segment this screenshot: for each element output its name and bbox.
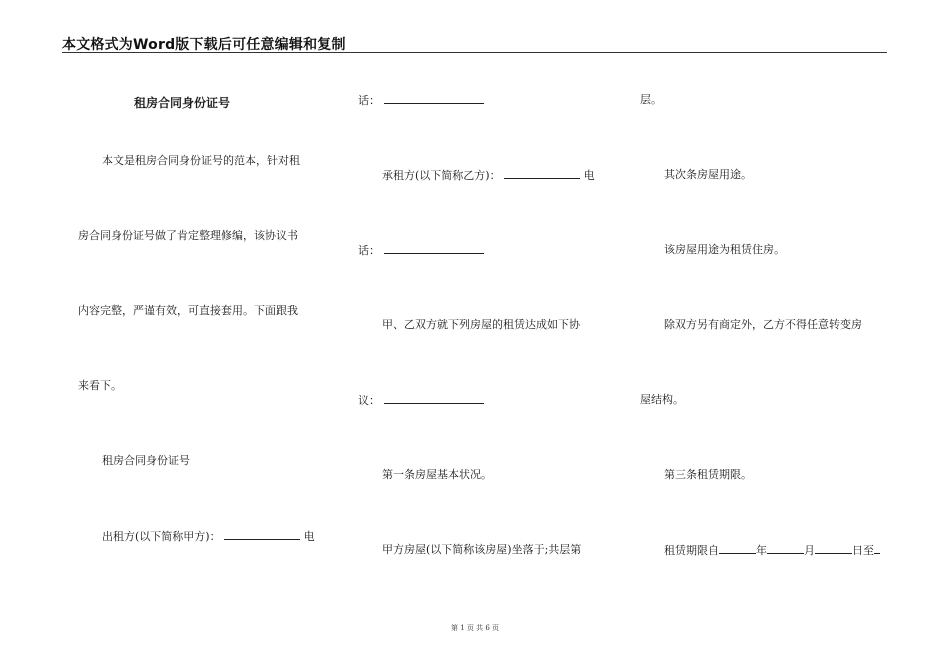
lessee-line xyxy=(382,168,595,183)
phone-label: 话： xyxy=(358,244,380,257)
header-divider xyxy=(62,52,887,53)
month-blank xyxy=(767,543,804,554)
end-blank xyxy=(874,543,880,554)
lessor-line xyxy=(102,529,315,544)
col3-paragraph-line: 屋结构。 xyxy=(640,393,684,406)
lessor-blank xyxy=(224,529,300,540)
phone-line-2 xyxy=(358,243,484,258)
article-1-heading: 第一条房屋基本状况。 xyxy=(382,468,492,481)
col2-paragraph-line: 甲方房屋(以下简称该房屋)坐落于;共层第 xyxy=(382,543,582,556)
lessor-label: 出租方(以下简称甲方)： xyxy=(102,530,221,543)
lessee-label: 承租方(以下简称乙方)： xyxy=(382,169,501,182)
col1-subtitle: 租房合同身份证号 xyxy=(102,454,190,467)
phone-blank xyxy=(384,243,484,254)
col1-paragraph-line: 来看下。 xyxy=(78,379,122,392)
year-blank xyxy=(719,543,756,554)
phone-label: 话： xyxy=(358,94,380,107)
col3-paragraph-line: 该房屋用途为租赁住房。 xyxy=(664,243,785,256)
year-label: 年 xyxy=(756,544,767,557)
lease-term-label: 租赁期限自 xyxy=(664,544,719,557)
article-2-heading: 其次条房屋用途。 xyxy=(664,168,752,181)
document-title: 租房合同身份证号 xyxy=(134,96,231,110)
lessor-tail: 电 xyxy=(303,530,315,543)
page-footer: 第 1 页 共 6 页 xyxy=(450,624,500,632)
document-header: 本文格式为Word版下载后可任意编辑和复制 xyxy=(62,37,346,53)
phone-line-1 xyxy=(358,93,484,108)
col1-paragraph-line: 内容完整，严谨有效，可直接套用。下面跟我 xyxy=(78,304,298,317)
col1-paragraph-line: 本文是租房合同身份证号的范本，针对租 xyxy=(102,154,300,167)
col3-paragraph-line: 层。 xyxy=(640,93,662,106)
col3-paragraph-line: 除双方另有商定外，乙方不得任意转变房 xyxy=(664,318,862,331)
agreement-blank xyxy=(384,393,484,404)
article-3-heading: 第三条租赁期限。 xyxy=(664,468,752,481)
lessee-blank xyxy=(504,168,580,179)
month-label: 月 xyxy=(804,544,815,557)
col2-paragraph-line: 甲、乙双方就下列房屋的租赁达成如下协 xyxy=(382,318,580,331)
col1-paragraph-line: 房合同身份证号做了肯定整理修编，该协议书 xyxy=(78,229,298,242)
lease-term-line xyxy=(664,543,880,558)
lessee-tail: 电 xyxy=(583,169,595,182)
day-label: 日至 xyxy=(852,544,874,557)
agreement-label: 议： xyxy=(358,394,380,407)
phone-blank xyxy=(384,93,484,104)
day-blank xyxy=(815,543,852,554)
agreement-line xyxy=(358,393,484,408)
